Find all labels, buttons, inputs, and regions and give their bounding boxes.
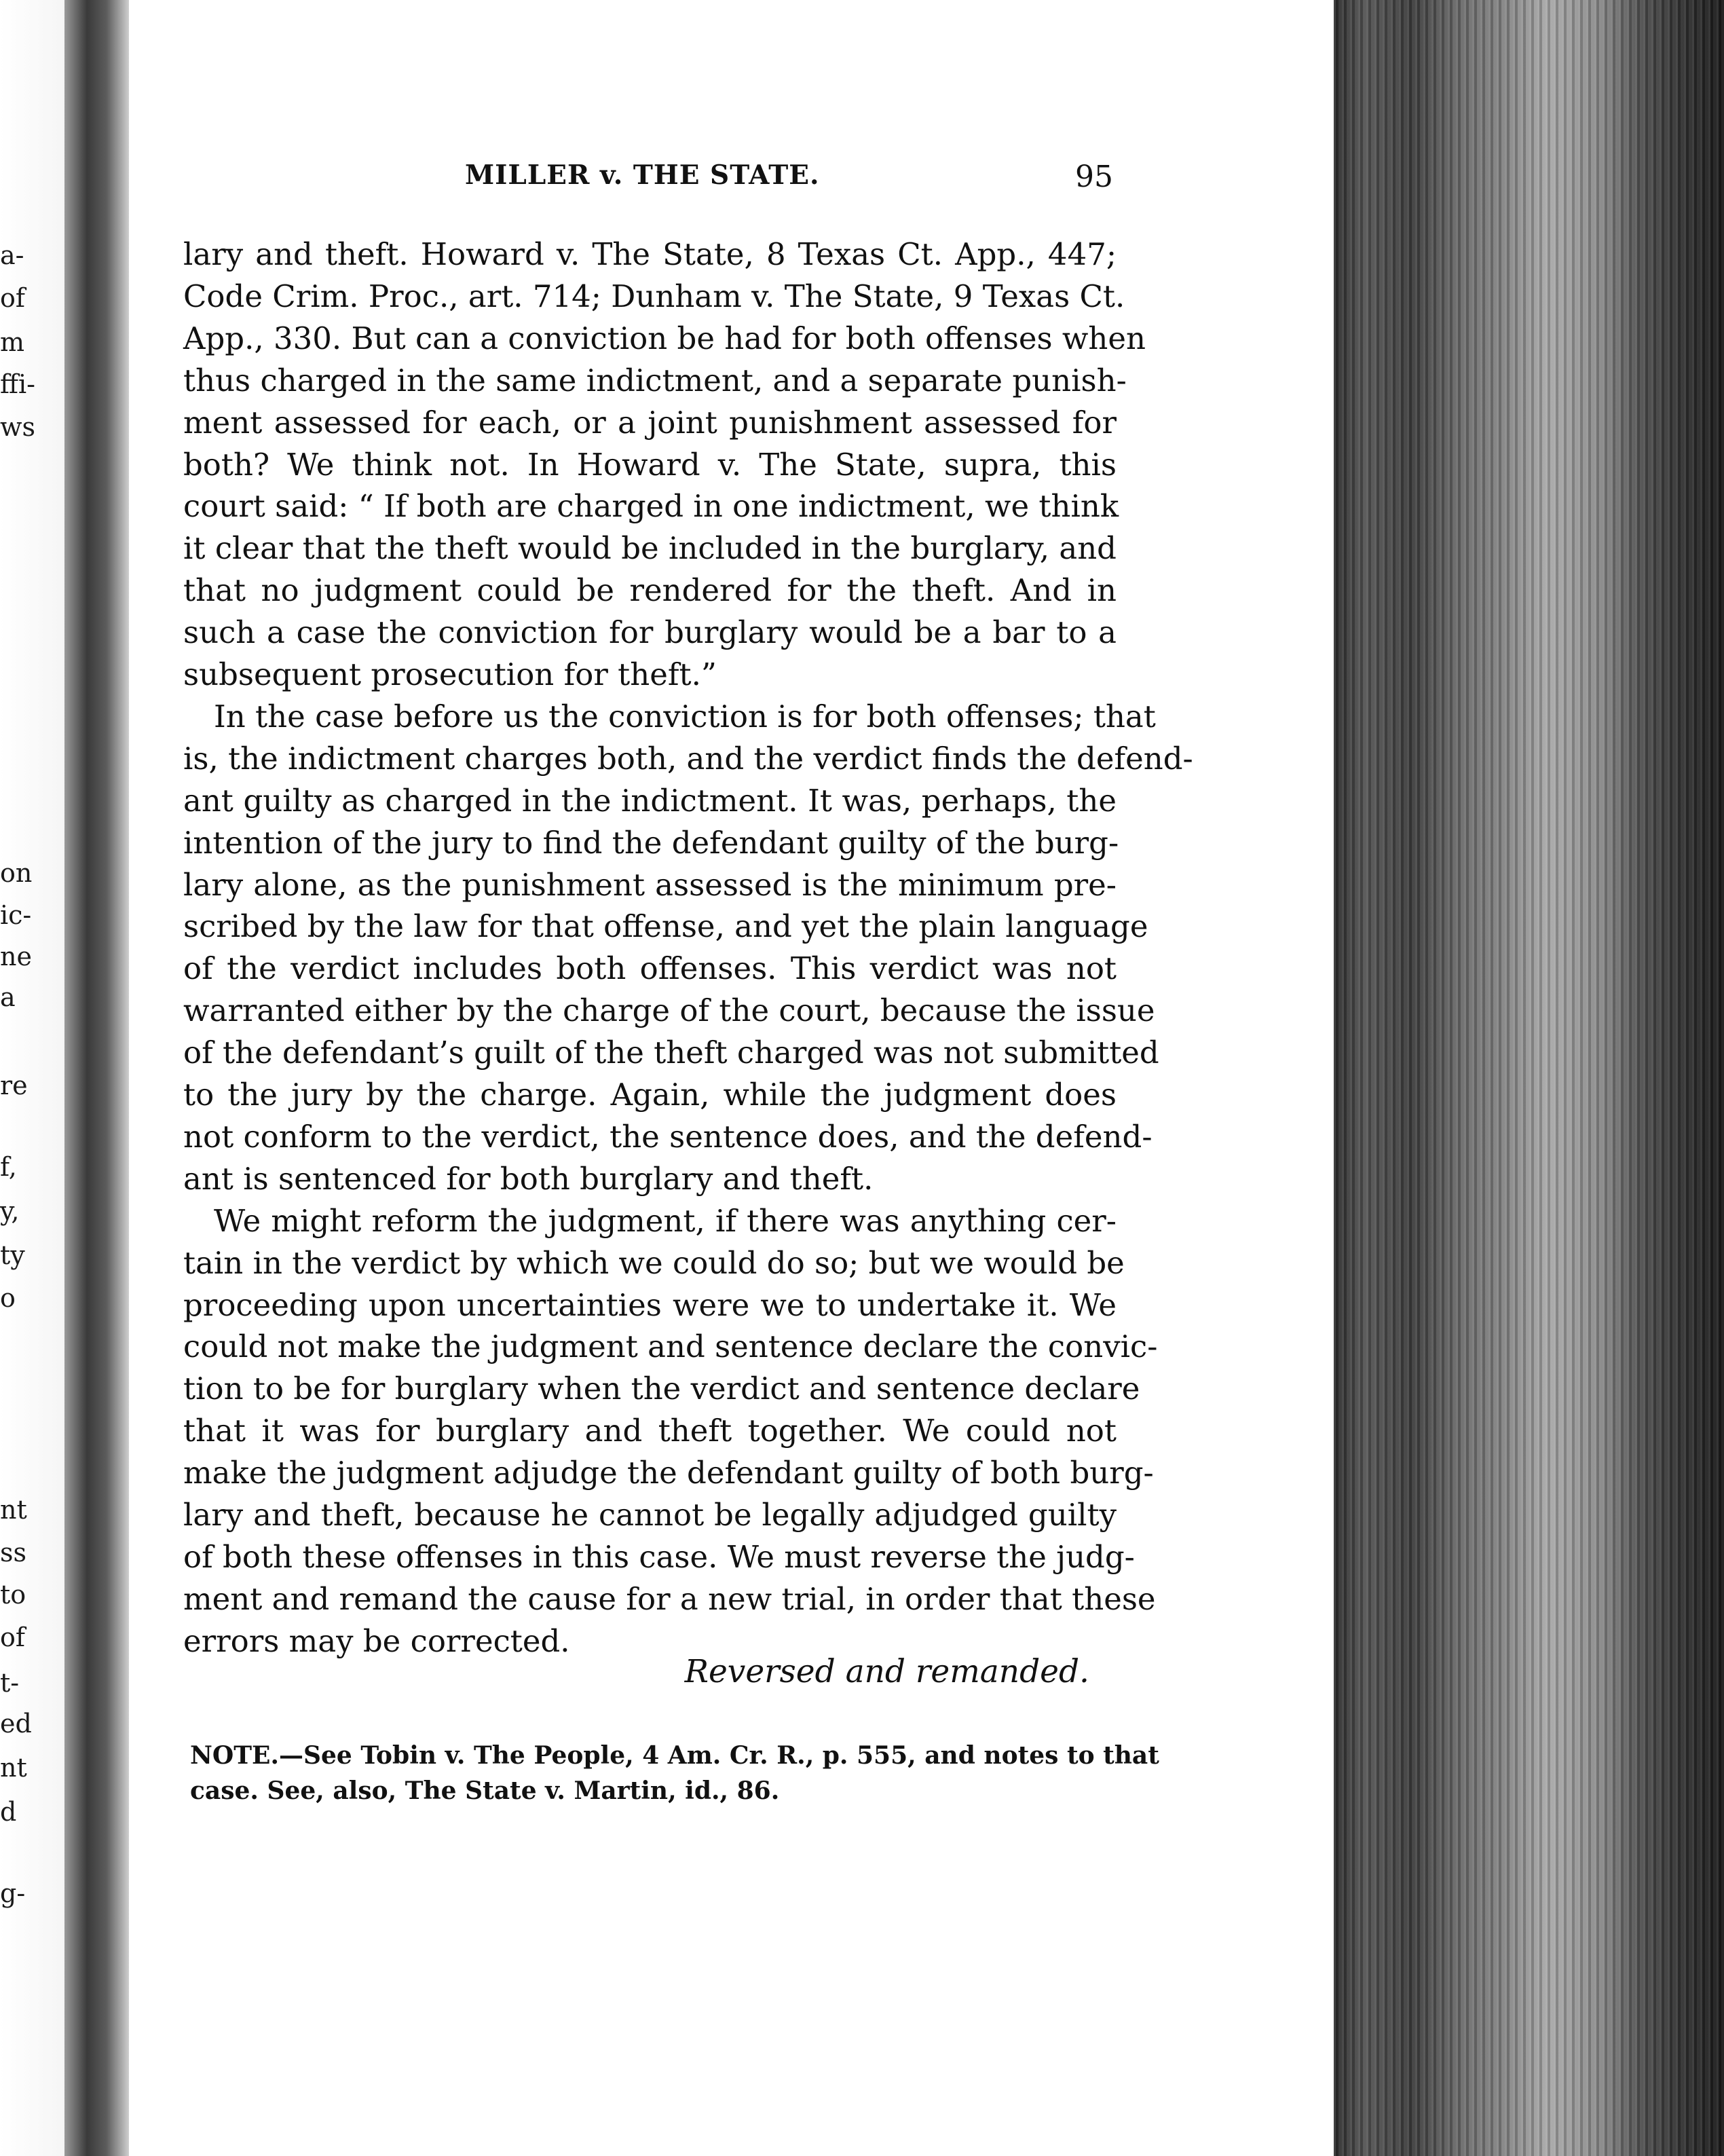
margin-fragment: d bbox=[0, 1797, 17, 1827]
body-line: We might reform the judgment, if there was anything cer- bbox=[214, 1202, 1117, 1239]
margin-fragment: re bbox=[0, 1071, 28, 1100]
margin-fragment: y, bbox=[0, 1196, 20, 1226]
body-line: lary and theft. Howard v. The State, 8 Texas Ct. App., 447; bbox=[183, 236, 1117, 272]
page-number: 95 bbox=[1075, 160, 1113, 194]
margin-fragment: a bbox=[0, 982, 16, 1012]
margin-fragment: ss bbox=[0, 1538, 27, 1567]
margin-fragment: to bbox=[0, 1580, 26, 1610]
margin-fragment: ic- bbox=[0, 900, 32, 930]
body-line: it clear that the theft would be included in the burglary, and bbox=[183, 530, 1117, 567]
body-line: proceeding upon uncertainties were we to undertake it. We bbox=[183, 1286, 1117, 1323]
body-line: Code Crim. Proc., art. 714; Dunham v. The State, 9 Texas Ct. bbox=[183, 278, 1125, 314]
note-line: case. See, also, The State v. Martin, id., 86. bbox=[190, 1777, 780, 1805]
body-line: that it was for burglary and theft together. We could not bbox=[183, 1413, 1117, 1449]
body-line: such a case the conviction for burglary would be a bar to a bbox=[183, 614, 1117, 651]
margin-fragment: nt bbox=[0, 1753, 27, 1783]
body-line: tain in the verdict by which we could do so; but we would be bbox=[183, 1244, 1125, 1281]
body-line: of the verdict includes both offenses. This verdict was not bbox=[183, 950, 1117, 987]
body-line: warranted either by the charge of the court, because the issue bbox=[183, 992, 1155, 1029]
body-line: ment assessed for each, or a joint punishment assessed for bbox=[183, 404, 1117, 441]
body-line: court said: “ If both are charged in one indictment, we think bbox=[183, 488, 1119, 525]
body-line: App., 330. But can a conviction be had for both offenses when bbox=[183, 320, 1146, 356]
margin-fragment: nt bbox=[0, 1495, 27, 1525]
body-line: lary and theft, because he cannot be legally adjudged guilty bbox=[183, 1497, 1117, 1533]
margin-fragment: f, bbox=[0, 1152, 17, 1182]
body-line: could not make the judgment and sentence declare the convic- bbox=[183, 1328, 1158, 1365]
running-title: MILLER v. THE STATE. bbox=[465, 160, 820, 191]
body-line: errors may be corrected. bbox=[183, 1622, 570, 1659]
running-head bbox=[183, 160, 1113, 193]
margin-fragment: g- bbox=[0, 1878, 26, 1908]
body-line: to the jury by the charge. Again, while the judgment does bbox=[183, 1077, 1117, 1113]
body-line: not conform to the verdict, the sentence does, and the defend- bbox=[183, 1118, 1153, 1155]
body-line: subsequent prosecution for theft.” bbox=[183, 656, 717, 692]
body-line: intention of the jury to find the defendant guilty of the burg- bbox=[183, 824, 1119, 861]
body-line: ment and remand the cause for a new trial, in order that these bbox=[183, 1580, 1156, 1617]
margin-fragment: ws bbox=[0, 412, 36, 442]
body-line: scribed by the law for that offense, and yet the plain language bbox=[183, 908, 1148, 945]
body-line: of the defendant’s guilt of the theft charged was not submitted bbox=[183, 1035, 1159, 1071]
body-line: lary alone, as the punishment assessed is the minimum pre- bbox=[183, 866, 1117, 903]
page-edges bbox=[1334, 0, 1724, 2156]
body-line: both? We think not. In Howard v. The State, supra, this bbox=[183, 446, 1117, 483]
book-gutter bbox=[64, 0, 129, 2156]
body-line: ant is sentenced for both burglary and theft. bbox=[183, 1160, 874, 1197]
note-line: NOTE.—See Tobin v. The People, 4 Am. Cr. R., p. 555, and notes to that bbox=[190, 1741, 1159, 1770]
body-line: ant guilty as charged in the indictment. It was, perhaps, the bbox=[183, 782, 1117, 819]
body-line: is, the indictment charges both, and the verdict finds the defend- bbox=[183, 740, 1193, 777]
margin-fragment: of bbox=[0, 283, 25, 313]
body-line: In the case before us the conviction is for both offenses; that bbox=[214, 698, 1156, 735]
closing-line: Reversed and remanded. bbox=[684, 1653, 1089, 1690]
body-line: that no judgment could be rendered for the theft. And in bbox=[183, 572, 1117, 609]
margin-fragment: of bbox=[0, 1622, 25, 1652]
body-line: tion to be for burglary when the verdict and sentence declare bbox=[183, 1371, 1140, 1407]
margin-fragment: t- bbox=[0, 1668, 20, 1698]
margin-fragment: ffi- bbox=[0, 369, 35, 399]
margin-fragment: ed bbox=[0, 1709, 32, 1739]
margin-fragment: a- bbox=[0, 240, 24, 270]
margin-fragment: ne bbox=[0, 942, 32, 971]
body-line: make the judgment adjudge the defendant guilty of both burg- bbox=[183, 1455, 1154, 1491]
margin-fragment: m bbox=[0, 327, 25, 357]
margin-fragment: on bbox=[0, 858, 33, 888]
body-line: of both these offenses in this case. We must reverse the judg- bbox=[183, 1538, 1135, 1575]
margin-fragment: o bbox=[0, 1283, 16, 1313]
margin-fragment: ty bbox=[0, 1240, 25, 1270]
body-line: thus charged in the same indictment, and a separate punish- bbox=[183, 362, 1127, 398]
